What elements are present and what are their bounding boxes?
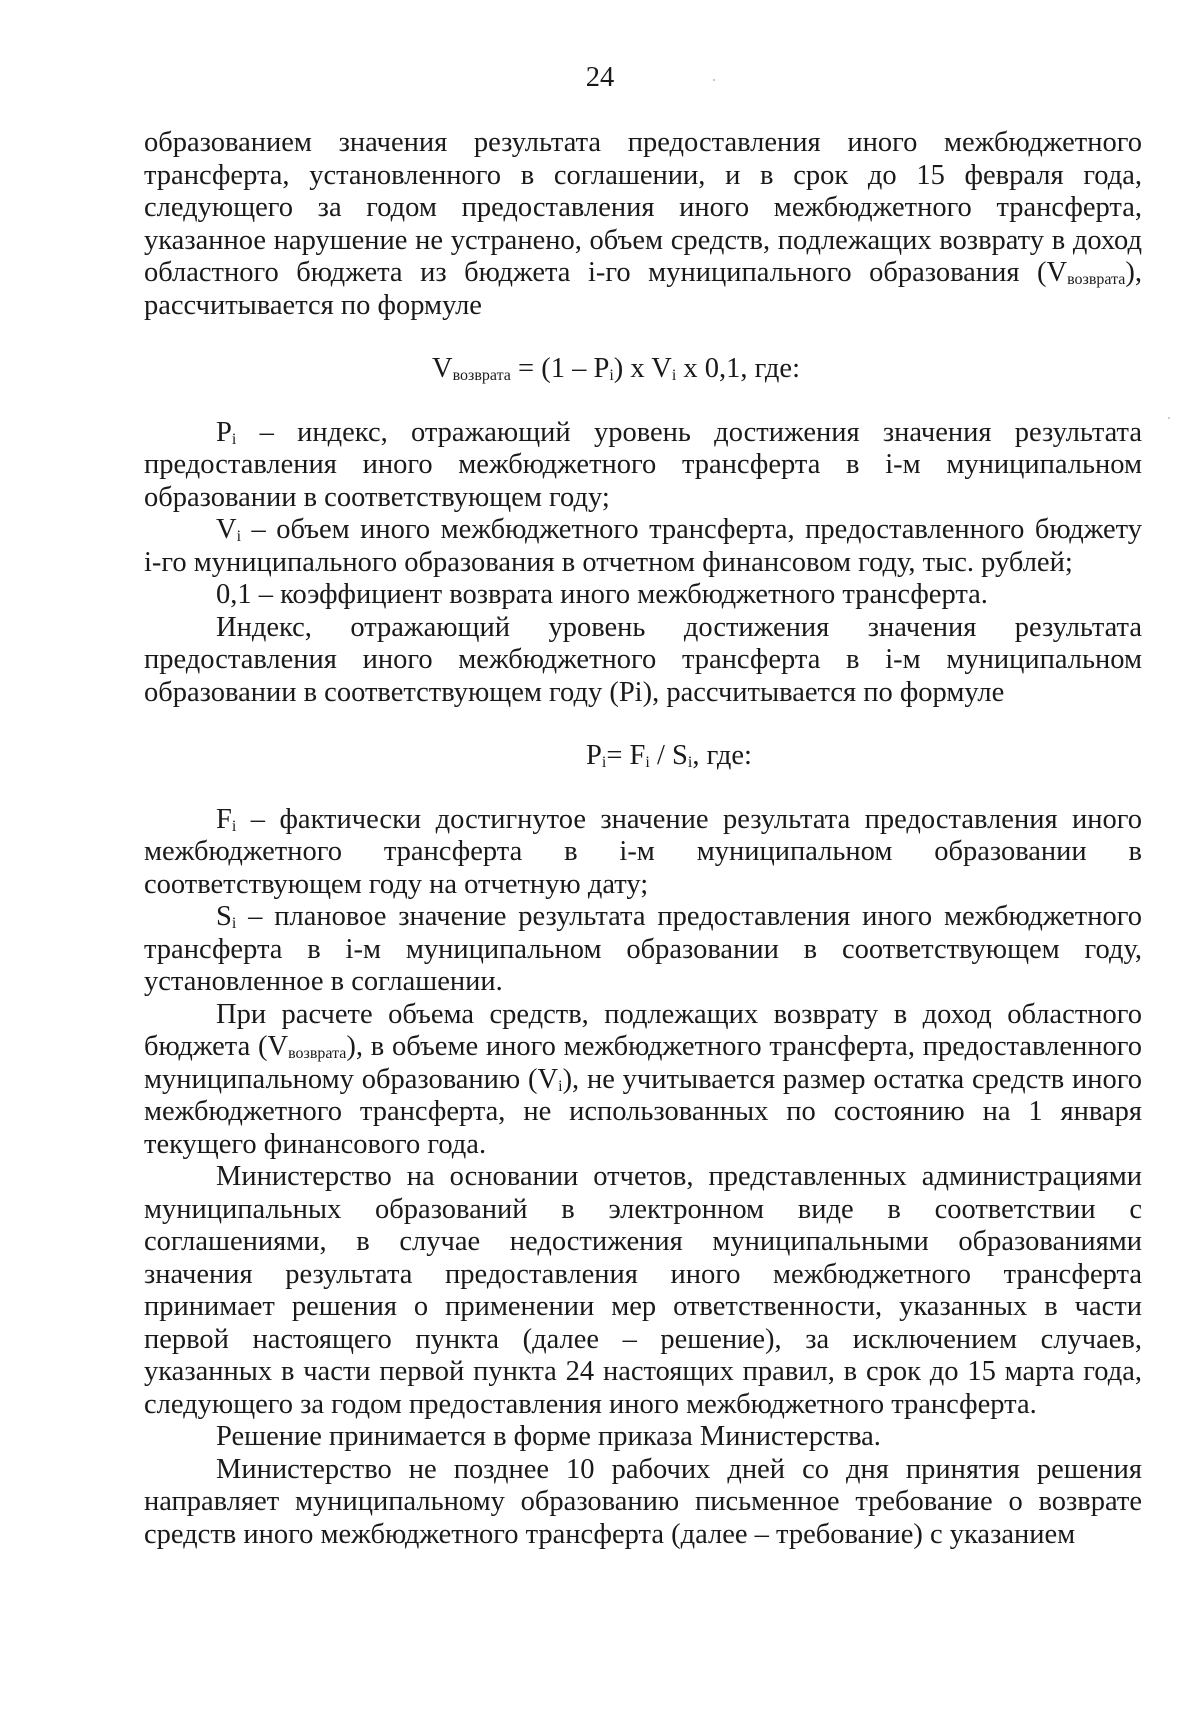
- paragraph-text: – объем иного межбюджетного трансферта, предоставленного бюджету i-го муниципального образования в отчетном финансовом году, тыс. рублей;: [144, 514, 1142, 578]
- paragraph-text: – фактически достигнутое значение результата предоставления иного межбюджетного трансферта в i-м муниципальном образовании в соответствующем году на отчетную дату;: [144, 803, 1142, 900]
- formula-symbol: S: [216, 901, 232, 932]
- scan-speck: [713, 79, 715, 81]
- paragraph-text: ), рассчитывается по формуле: [144, 257, 1142, 321]
- subscript: i: [231, 430, 237, 448]
- subscript: i: [231, 817, 237, 835]
- formula-text: = F: [606, 740, 646, 771]
- paragraph-calculation: [144, 999, 1142, 1162]
- subscript: возврата: [452, 367, 511, 384]
- definition-vi: [144, 514, 1142, 579]
- formula-text: = (1 – P: [510, 353, 610, 384]
- formula-symbol: V: [432, 353, 453, 384]
- subscript: i: [558, 1077, 563, 1095]
- scan-speck: [1168, 417, 1170, 419]
- definition-pi: [144, 417, 1142, 515]
- paragraph-text: ), не учитывается размер остатка средств иного межбюджетного трансферта, не использованных по состоянию на 1 января текущего финансового года.: [144, 1063, 1143, 1160]
- definition-si: [144, 901, 1142, 999]
- formula-return-volume: [144, 353, 1142, 386]
- formula-symbol: P: [216, 416, 232, 448]
- definition-fi: [144, 804, 1142, 902]
- subscript: i: [609, 367, 614, 384]
- subscript: i: [231, 915, 237, 932]
- definition-coefficient: 0,1 – коэффициент возврата иного межбюджетного трансферта.: [216, 579, 988, 610]
- paragraph-index-intro: Индекс, отражающий уровень достижения значения результата предоставления иного межбюджетного трансферта в i-м муниципальном образовании в соответствующем году (Pi), рассчитывается по формуле: [144, 611, 1142, 708]
- paragraph-notice: Министерство не позднее 10 рабочих дней со дня принятия решения направляет муниципальному образованию письменное требование о возврате средств иного межбюджетного трансферта (далее – требование) с указанием: [144, 1453, 1142, 1550]
- subscript: возврата: [1067, 271, 1126, 288]
- subscript: i: [645, 754, 650, 771]
- subscript: i: [671, 367, 677, 384]
- page-number: 24: [585, 62, 615, 93]
- formula-index: [144, 740, 1142, 773]
- paragraph-return-volume: [144, 127, 1142, 322]
- formula-text: x 0,1, где:: [676, 353, 800, 384]
- paragraph-decision: Решение принимается в форме приказа Министерства.: [216, 1421, 881, 1452]
- paragraph-text: образованием значения результата предоставления иного межбюджетного трансферта, установленного в соглашении, и в срок до 15 февраля года, следующего за годом предоставления иного межбюджетного трансферта, указанное нарушение не устранено, объем средств, подлежащих возврату в доход областного бюджета из бюджета i-го муниципального образования (V: [144, 127, 1142, 288]
- paragraph-text: – плановое значение результата предоставления иного межбюджетного трансферта в i-м муниципальном образовании в соответствующем году, установленное в соглашении.: [144, 901, 1142, 997]
- formula-symbol: P: [586, 740, 602, 771]
- formula-symbol: F: [216, 803, 232, 835]
- document-body: [144, 127, 1142, 1551]
- paragraph-text: – индекс, отражающий уровень достижения значения результата предоставления иного межбюджетного трансферта в i-м муниципальном образовании в соответствующем году;: [144, 416, 1142, 513]
- paragraph-text: ), в объеме иного межбюджетного трансферта, предоставленного муниципальному образованию (V: [144, 1031, 1142, 1095]
- subscript: i: [236, 528, 242, 545]
- subscript: i: [601, 754, 607, 771]
- formula-text: , где:: [692, 740, 752, 771]
- formula-text: ) x V: [613, 353, 672, 384]
- subscript: i: [687, 754, 693, 771]
- subscript: возврата: [288, 1045, 347, 1062]
- paragraph-text: При расчете объема средств, подлежащих возврату в доход областного бюджета (V: [144, 998, 1142, 1062]
- paragraph-ministry: Министерство на основании отчетов, представленных администрациями муниципальных образований в электронном виде в соответствии с соглашениями, в случае недостижения муниципальными образованиями значения результата предоставления иного межбюджетного трансферта принимает решения о применении мер ответственности, указанных в части первой настоящего пункта (далее – решение), за исключением случаев, указанных в части первой пункта 24 настоящих правил, в срок до 15 марта года, следующего за годом предоставления иного межбюджетного трансферта.: [144, 1161, 1142, 1420]
- formula-text: / S: [649, 740, 688, 771]
- formula-symbol: V: [216, 514, 237, 545]
